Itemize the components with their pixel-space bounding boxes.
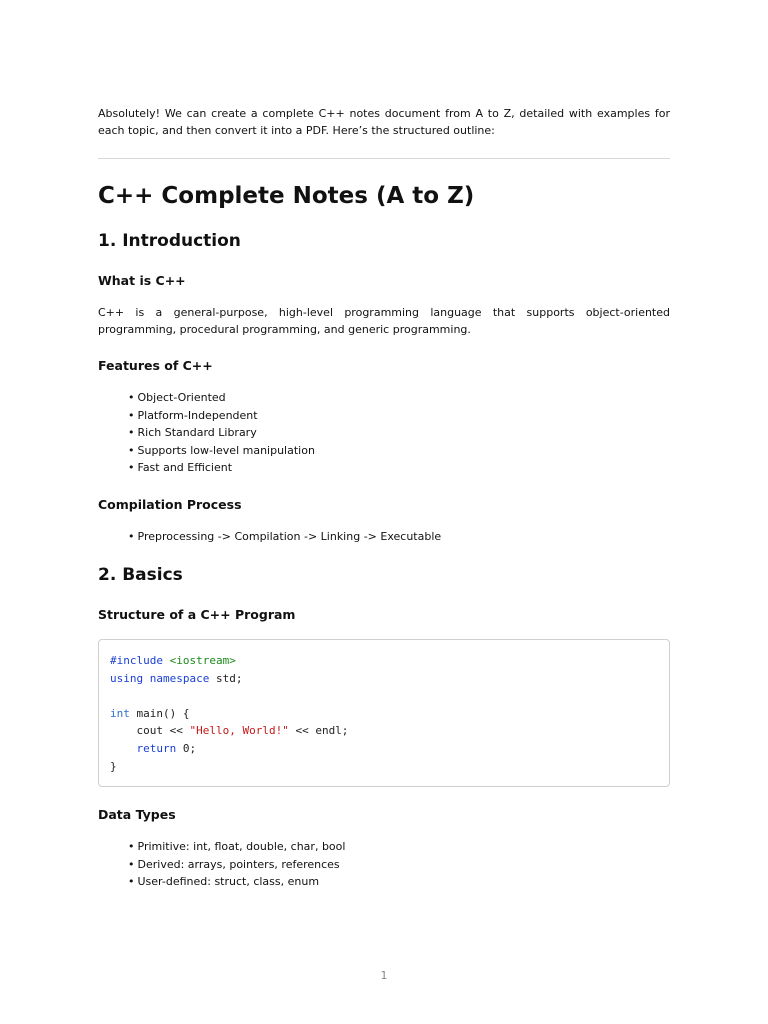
list-item-text: User-defined: struct, class, enum bbox=[137, 875, 320, 889]
list-item-text: Platform-Independent bbox=[137, 408, 258, 422]
section-heading-introduction: 1. Introduction bbox=[98, 231, 241, 251]
bullet-icon: • bbox=[128, 426, 135, 439]
bullet-icon: • bbox=[128, 857, 135, 871]
list-item bbox=[128, 856, 670, 874]
subheading-program-structure: Structure of a C++ Program bbox=[98, 607, 296, 622]
code-include-header: <iostream> bbox=[162, 654, 236, 667]
bullet-icon: • bbox=[128, 443, 135, 457]
document-title: C++ Complete Notes (A to Z) bbox=[98, 183, 475, 209]
code-text: cout << bbox=[110, 724, 190, 738]
list-item bbox=[128, 873, 670, 891]
code-text: << endl; bbox=[288, 724, 349, 738]
list-item bbox=[128, 459, 670, 477]
intro-paragraph: Absolutely! We can create a complete C++ notes document from A to Z, detailed with examples for each topic, and then convert it into a PDF. Here’s the structured outline: bbox=[98, 107, 670, 137]
what-is-cpp-paragraph: C++ is a general-purpose, high-level programming language that supports object-oriented programming, procedural programming, and generic programming. bbox=[98, 306, 670, 336]
code-keyword: return bbox=[136, 741, 177, 755]
code-text: std; bbox=[209, 671, 243, 685]
code-type-keyword: int bbox=[110, 706, 130, 720]
subheading-what-is-cpp: What is C++ bbox=[98, 273, 186, 288]
list-item bbox=[128, 407, 670, 425]
code-string-literal: "Hello, World!" bbox=[189, 724, 289, 738]
subheading-compilation-process: Compilation Process bbox=[98, 496, 242, 512]
code-keyword: using namespace bbox=[110, 671, 210, 685]
horizontal-divider bbox=[98, 158, 670, 159]
list-item-text: Supports low-level manipulation bbox=[137, 443, 315, 457]
subheading-data-types: Data Types bbox=[98, 807, 176, 823]
code-text: main() { bbox=[129, 706, 190, 720]
list-item bbox=[128, 442, 670, 460]
data-types-list bbox=[98, 838, 670, 891]
list-item-text: Fast and Efficient bbox=[137, 461, 233, 474]
list-item-text: Rich Standard Library bbox=[137, 426, 257, 439]
features-list bbox=[98, 389, 670, 477]
document-body bbox=[98, 105, 670, 891]
bullet-icon: • bbox=[128, 408, 135, 422]
bullet-icon: • bbox=[128, 875, 135, 889]
bullet-icon: • bbox=[128, 840, 135, 854]
subheading-features: Features of C++ bbox=[98, 358, 213, 373]
list-item-text: Object-Oriented bbox=[137, 391, 226, 404]
code-keyword: #include bbox=[110, 654, 163, 667]
bullet-icon: • bbox=[128, 391, 135, 404]
code-block bbox=[98, 639, 670, 787]
list-item bbox=[128, 838, 670, 856]
list-item bbox=[128, 389, 670, 407]
bullet-icon: • bbox=[128, 529, 135, 543]
compilation-list bbox=[98, 528, 670, 546]
list-item bbox=[128, 528, 670, 546]
list-item-text: Derived: arrays, pointers, references bbox=[137, 857, 340, 871]
page-number: 1 bbox=[380, 969, 388, 982]
section-heading-basics: 2. Basics bbox=[98, 565, 183, 585]
code-text: } bbox=[110, 759, 117, 773]
code-text: 0; bbox=[176, 741, 197, 755]
list-item bbox=[128, 424, 670, 442]
bullet-icon: • bbox=[128, 461, 135, 474]
list-item-text: Primitive: int, float, double, char, bool bbox=[137, 840, 346, 854]
code-indent bbox=[110, 742, 137, 755]
list-item-text: Preprocessing -> Compilation -> Linking -> Executable bbox=[137, 529, 442, 543]
